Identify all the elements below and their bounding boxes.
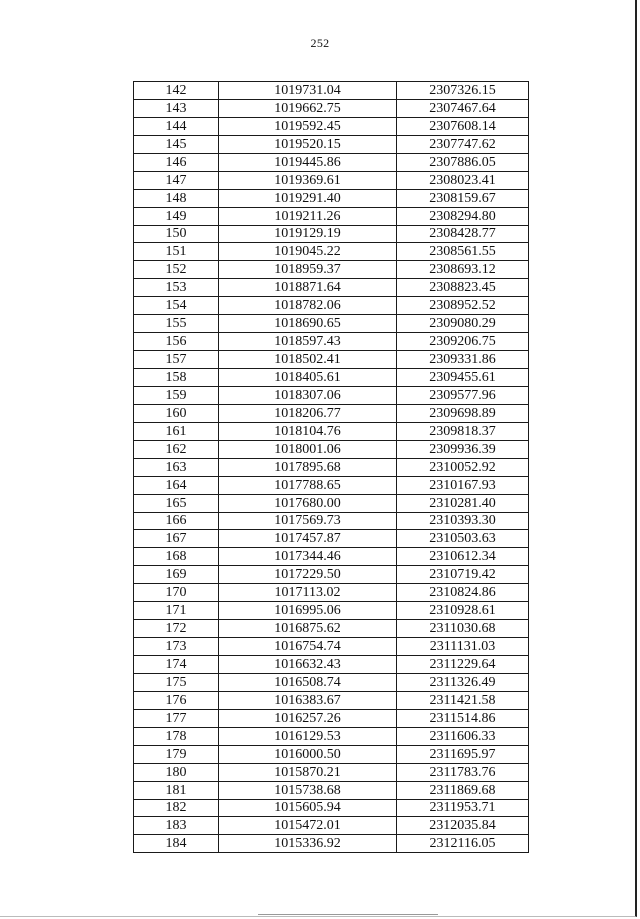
table-row <box>134 512 529 530</box>
x-coordinate-cell: 1019045.22 <box>219 243 397 261</box>
table-row <box>134 656 529 674</box>
y-coordinate-cell: 2311695.97 <box>397 745 529 763</box>
table-row <box>134 422 529 440</box>
x-coordinate-cell: 1016508.74 <box>219 673 397 691</box>
table-row <box>134 351 529 369</box>
point-number-cell: 160 <box>134 404 219 422</box>
point-number-cell: 174 <box>134 656 219 674</box>
table-row <box>134 530 529 548</box>
coordinates-table <box>133 81 529 853</box>
point-number-cell: 146 <box>134 153 219 171</box>
point-number-cell: 147 <box>134 171 219 189</box>
y-coordinate-cell: 2309577.96 <box>397 386 529 404</box>
y-coordinate-cell: 2307326.15 <box>397 82 529 100</box>
x-coordinate-cell: 1016257.26 <box>219 709 397 727</box>
point-number-cell: 184 <box>134 835 219 853</box>
table-row <box>134 763 529 781</box>
point-number-cell: 148 <box>134 189 219 207</box>
y-coordinate-cell: 2308428.77 <box>397 225 529 243</box>
x-coordinate-cell: 1015336.92 <box>219 835 397 853</box>
y-coordinate-cell: 2309698.89 <box>397 404 529 422</box>
x-coordinate-cell: 1017680.00 <box>219 494 397 512</box>
x-coordinate-cell: 1015472.01 <box>219 817 397 835</box>
table-row <box>134 476 529 494</box>
x-coordinate-cell: 1017457.87 <box>219 530 397 548</box>
x-coordinate-cell: 1017229.50 <box>219 566 397 584</box>
y-coordinate-cell: 2312035.84 <box>397 817 529 835</box>
y-coordinate-cell: 2311421.58 <box>397 691 529 709</box>
y-coordinate-cell: 2311606.33 <box>397 727 529 745</box>
y-coordinate-cell: 2307747.62 <box>397 135 529 153</box>
point-number-cell: 168 <box>134 548 219 566</box>
point-number-cell: 159 <box>134 386 219 404</box>
point-number-cell: 164 <box>134 476 219 494</box>
x-coordinate-cell: 1018959.37 <box>219 261 397 279</box>
point-number-cell: 153 <box>134 279 219 297</box>
x-coordinate-cell: 1018502.41 <box>219 351 397 369</box>
x-coordinate-cell: 1016995.06 <box>219 602 397 620</box>
table-row <box>134 709 529 727</box>
table-row <box>134 799 529 817</box>
y-coordinate-cell: 2310612.34 <box>397 548 529 566</box>
point-number-cell: 165 <box>134 494 219 512</box>
table-row <box>134 171 529 189</box>
y-coordinate-cell: 2311131.03 <box>397 638 529 656</box>
point-number-cell: 175 <box>134 673 219 691</box>
table-row <box>134 835 529 853</box>
x-coordinate-cell: 1019592.45 <box>219 117 397 135</box>
table-row <box>134 261 529 279</box>
point-number-cell: 178 <box>134 727 219 745</box>
x-coordinate-cell: 1017344.46 <box>219 548 397 566</box>
point-number-cell: 170 <box>134 584 219 602</box>
y-coordinate-cell: 2311229.64 <box>397 656 529 674</box>
x-coordinate-cell: 1015605.94 <box>219 799 397 817</box>
table-row <box>134 745 529 763</box>
y-coordinate-cell: 2309206.75 <box>397 333 529 351</box>
coordinates-table-body <box>134 82 529 853</box>
x-coordinate-cell: 1018001.06 <box>219 440 397 458</box>
y-coordinate-cell: 2309818.37 <box>397 422 529 440</box>
table-row <box>134 333 529 351</box>
y-coordinate-cell: 2310393.30 <box>397 512 529 530</box>
table-row <box>134 99 529 117</box>
point-number-cell: 171 <box>134 602 219 620</box>
x-coordinate-cell: 1017895.68 <box>219 458 397 476</box>
point-number-cell: 169 <box>134 566 219 584</box>
y-coordinate-cell: 2308952.52 <box>397 297 529 315</box>
point-number-cell: 161 <box>134 422 219 440</box>
y-coordinate-cell: 2308561.55 <box>397 243 529 261</box>
x-coordinate-cell: 1019731.04 <box>219 82 397 100</box>
x-coordinate-cell: 1018104.76 <box>219 422 397 440</box>
point-number-cell: 167 <box>134 530 219 548</box>
x-coordinate-cell: 1016754.74 <box>219 638 397 656</box>
table-row <box>134 817 529 835</box>
point-number-cell: 182 <box>134 799 219 817</box>
x-coordinate-cell: 1018206.77 <box>219 404 397 422</box>
y-coordinate-cell: 2311326.49 <box>397 673 529 691</box>
table-row <box>134 620 529 638</box>
footer-rule <box>258 914 438 915</box>
point-number-cell: 181 <box>134 781 219 799</box>
x-coordinate-cell: 1016000.50 <box>219 745 397 763</box>
x-coordinate-cell: 1016632.43 <box>219 656 397 674</box>
x-coordinate-cell: 1018405.61 <box>219 369 397 387</box>
table-row <box>134 404 529 422</box>
table-row <box>134 781 529 799</box>
point-number-cell: 157 <box>134 351 219 369</box>
table-row <box>134 386 529 404</box>
y-coordinate-cell: 2307467.64 <box>397 99 529 117</box>
x-coordinate-cell: 1019211.26 <box>219 207 397 225</box>
x-coordinate-cell: 1017788.65 <box>219 476 397 494</box>
y-coordinate-cell: 2307886.05 <box>397 153 529 171</box>
table-row <box>134 225 529 243</box>
table-row <box>134 638 529 656</box>
point-number-cell: 176 <box>134 691 219 709</box>
x-coordinate-cell: 1016383.67 <box>219 691 397 709</box>
x-coordinate-cell: 1019520.15 <box>219 135 397 153</box>
y-coordinate-cell: 2309331.86 <box>397 351 529 369</box>
y-coordinate-cell: 2310052.92 <box>397 458 529 476</box>
table-row <box>134 691 529 709</box>
y-coordinate-cell: 2311514.86 <box>397 709 529 727</box>
x-coordinate-cell: 1017113.02 <box>219 584 397 602</box>
y-coordinate-cell: 2308823.45 <box>397 279 529 297</box>
point-number-cell: 143 <box>134 99 219 117</box>
x-coordinate-cell: 1018690.65 <box>219 315 397 333</box>
table-row <box>134 494 529 512</box>
y-coordinate-cell: 2310281.40 <box>397 494 529 512</box>
point-number-cell: 156 <box>134 333 219 351</box>
table-row <box>134 189 529 207</box>
table-row <box>134 207 529 225</box>
point-number-cell: 179 <box>134 745 219 763</box>
x-coordinate-cell: 1019129.19 <box>219 225 397 243</box>
x-coordinate-cell: 1018307.06 <box>219 386 397 404</box>
y-coordinate-cell: 2309455.61 <box>397 369 529 387</box>
y-coordinate-cell: 2311783.76 <box>397 763 529 781</box>
point-number-cell: 145 <box>134 135 219 153</box>
point-number-cell: 172 <box>134 620 219 638</box>
point-number-cell: 144 <box>134 117 219 135</box>
table-row <box>134 440 529 458</box>
table-row <box>134 548 529 566</box>
table-row <box>134 297 529 315</box>
point-number-cell: 166 <box>134 512 219 530</box>
x-coordinate-cell: 1016129.53 <box>219 727 397 745</box>
point-number-cell: 163 <box>134 458 219 476</box>
x-coordinate-cell: 1019662.75 <box>219 99 397 117</box>
table-row <box>134 117 529 135</box>
x-coordinate-cell: 1017569.73 <box>219 512 397 530</box>
table-row <box>134 315 529 333</box>
x-coordinate-cell: 1015870.21 <box>219 763 397 781</box>
point-number-cell: 183 <box>134 817 219 835</box>
point-number-cell: 151 <box>134 243 219 261</box>
y-coordinate-cell: 2308023.41 <box>397 171 529 189</box>
table-row <box>134 458 529 476</box>
point-number-cell: 152 <box>134 261 219 279</box>
x-coordinate-cell: 1018782.06 <box>219 297 397 315</box>
y-coordinate-cell: 2309936.39 <box>397 440 529 458</box>
x-coordinate-cell: 1015738.68 <box>219 781 397 799</box>
page-number: 252 <box>310 36 330 50</box>
y-coordinate-cell: 2310503.63 <box>397 530 529 548</box>
x-coordinate-cell: 1016875.62 <box>219 620 397 638</box>
x-coordinate-cell: 1018871.64 <box>219 279 397 297</box>
y-coordinate-cell: 2310928.61 <box>397 602 529 620</box>
table-row <box>134 135 529 153</box>
point-number-cell: 149 <box>134 207 219 225</box>
point-number-cell: 177 <box>134 709 219 727</box>
y-coordinate-cell: 2310824.86 <box>397 584 529 602</box>
table-row <box>134 243 529 261</box>
point-number-cell: 150 <box>134 225 219 243</box>
table-row <box>134 727 529 745</box>
table-row <box>134 82 529 100</box>
y-coordinate-cell: 2307608.14 <box>397 117 529 135</box>
x-coordinate-cell: 1019445.86 <box>219 153 397 171</box>
y-coordinate-cell: 2311030.68 <box>397 620 529 638</box>
point-number-cell: 173 <box>134 638 219 656</box>
point-number-cell: 155 <box>134 315 219 333</box>
table-row <box>134 153 529 171</box>
x-coordinate-cell: 1018597.43 <box>219 333 397 351</box>
point-number-cell: 162 <box>134 440 219 458</box>
point-number-cell: 154 <box>134 297 219 315</box>
y-coordinate-cell: 2310167.93 <box>397 476 529 494</box>
x-coordinate-cell: 1019369.61 <box>219 171 397 189</box>
y-coordinate-cell: 2309080.29 <box>397 315 529 333</box>
point-number-cell: 158 <box>134 369 219 387</box>
y-coordinate-cell: 2308693.12 <box>397 261 529 279</box>
table-row <box>134 673 529 691</box>
table-row <box>134 369 529 387</box>
table-row <box>134 279 529 297</box>
y-coordinate-cell: 2310719.42 <box>397 566 529 584</box>
point-number-cell: 142 <box>134 82 219 100</box>
y-coordinate-cell: 2308159.67 <box>397 189 529 207</box>
point-number-cell: 180 <box>134 763 219 781</box>
x-coordinate-cell: 1019291.40 <box>219 189 397 207</box>
y-coordinate-cell: 2312116.05 <box>397 835 529 853</box>
table-row <box>134 584 529 602</box>
y-coordinate-cell: 2311953.71 <box>397 799 529 817</box>
table-row <box>134 566 529 584</box>
table-row <box>134 602 529 620</box>
y-coordinate-cell: 2311869.68 <box>397 781 529 799</box>
y-coordinate-cell: 2308294.80 <box>397 207 529 225</box>
